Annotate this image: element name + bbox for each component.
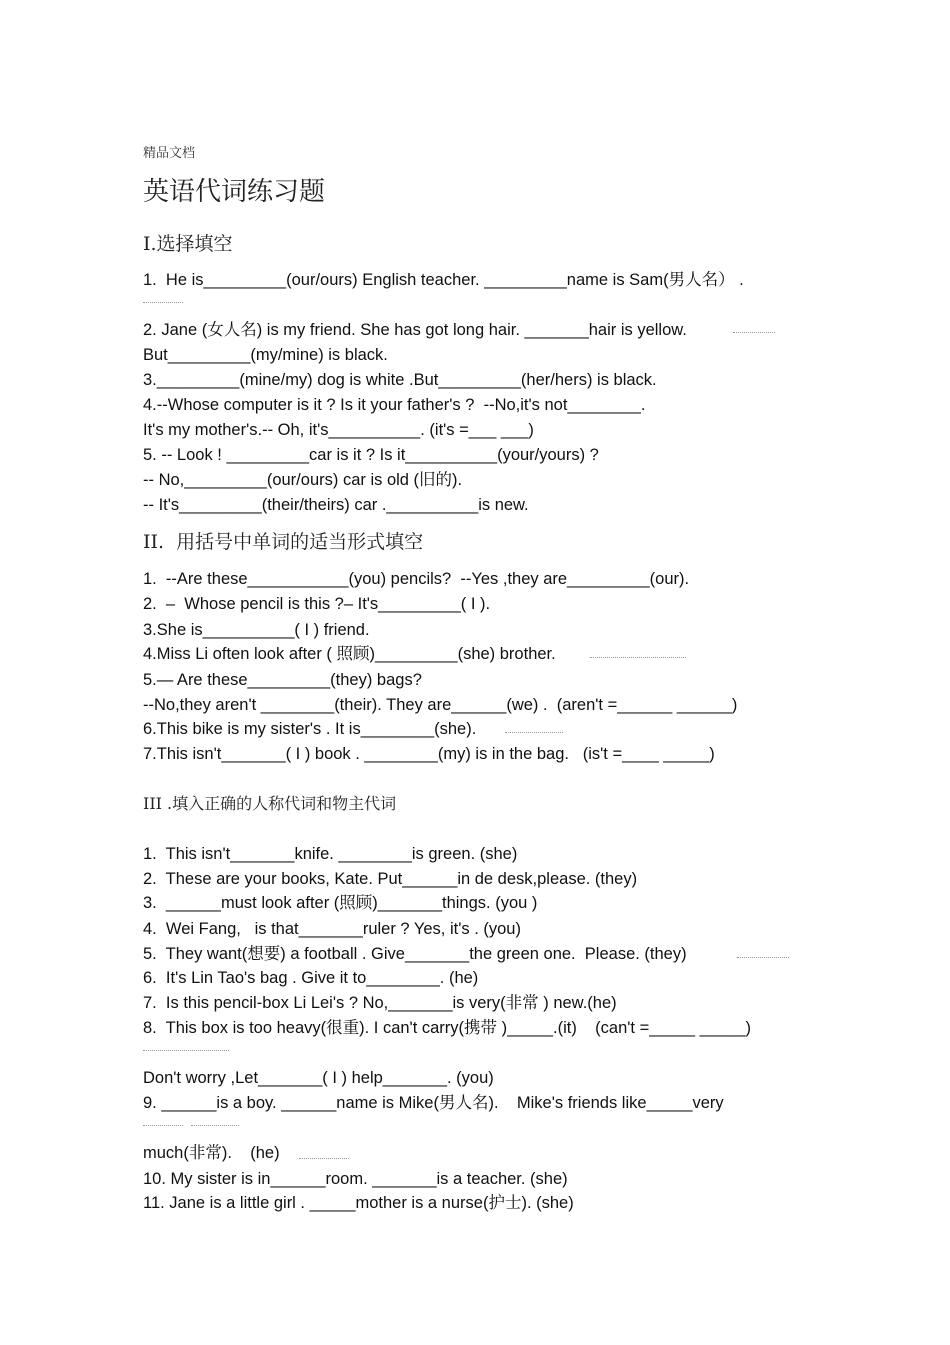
question-line: 2. – Whose pencil is this ?– It's_________( I ). [143, 595, 491, 613]
question-line: But_________(my/mine) is black. [143, 346, 388, 364]
question-line: 6. It's Lin Tao's bag . Give it to________. (he) [143, 969, 479, 987]
question-line: --No,they aren't ________(their). They are______(we) . (aren't =______ ______) [143, 696, 738, 714]
question-line: 4. Wei Fang, is that_______ruler ? Yes, it's . (you) [143, 920, 521, 938]
question-line: 9. ______is a boy. ______name is Mike(男人名). Mike's friends like_____very [143, 1094, 724, 1112]
question-line: It's my mother's.-- Oh, it's__________. (it's =___ ___) [143, 421, 534, 439]
question-line: 1. --Are these___________(you) pencils? --Yes ,they are_________(our). [143, 570, 690, 588]
question-line: 2. These are your books, Kate. Put______in de desk,please. (they) [143, 870, 638, 888]
question-line: 8. This box is too heavy(很重). I can't carry(携带 )_____.(it) (can't =_____ _____) [143, 1019, 752, 1037]
question-line: 7.This isn't_______( I ) book . ________(my) is in the bag. (is't =____ _____) [143, 745, 715, 763]
section-3-heading: III .填入正确的人称代词和物主代词 [143, 794, 397, 813]
wavy-underline [191, 1121, 239, 1126]
question-line: 3. ______must look after (照顾)_______things. (you ) [143, 894, 538, 912]
wavy-underline [143, 1121, 183, 1126]
question-line: -- It's_________(their/theirs) car .__________is new. [143, 496, 529, 514]
section-2-heading: II. 用括号中单词的适当形式填空 [143, 531, 424, 553]
question-line: 10. My sister is in______room. _______is a teacher. (she) [143, 1170, 568, 1188]
question-line: 4.--Whose computer is it ? Is it your father's ? --No,it's not________. [143, 396, 646, 414]
question-line: 3._________(mine/my) dog is white .But_________(her/hers) is black. [143, 371, 657, 389]
question-line: 5. They want(想要) a football . Give_______the green one. Please. (they) [143, 945, 687, 963]
section-1-heading: I.选择填空 [143, 233, 233, 255]
wavy-underline [737, 953, 789, 958]
question-line: 1. He is_________(our/ours) English teacher. _________name is Sam(男人名） . [143, 271, 744, 289]
wavy-underline [505, 728, 563, 733]
wavy-underline [299, 1154, 349, 1159]
wavy-underline [590, 653, 686, 658]
question-line: -- No,_________(our/ours) car is old (旧的). [143, 471, 463, 489]
question-line: 2. Jane (女人名) is my friend. She has got long hair. _______hair is yellow. [143, 321, 687, 339]
wavy-underline [143, 1046, 229, 1051]
question-line: 6.This bike is my sister's . It is________(she). [143, 720, 477, 738]
question-line: much(非常). (he) [143, 1144, 280, 1162]
page-title: 英语代词练习题 [143, 177, 326, 207]
page-header: 精品文档 [143, 146, 196, 161]
question-line: 1. This isn't_______knife. ________is green. (she) [143, 845, 518, 863]
question-line: Don't worry ,Let_______( I ) help_______. (you) [143, 1069, 494, 1087]
question-line: 11. Jane is a little girl . _____mother is a nurse(护士). (she) [143, 1194, 574, 1212]
question-line: 7. Is this pencil-box Li Lei's ? No,_______is very(非常 ) new.(he) [143, 994, 617, 1012]
wavy-underline [143, 298, 183, 303]
wavy-underline [733, 328, 775, 333]
question-line: 4.Miss Li often look after ( 照顾)_________(she) brother. [143, 645, 556, 663]
question-line: 5.— Are these_________(they) bags? [143, 671, 422, 689]
question-line: 5. -- Look ! _________car is it ? Is it__________(your/yours) ? [143, 446, 599, 464]
question-line: 3.She is__________( I ) friend. [143, 621, 370, 639]
